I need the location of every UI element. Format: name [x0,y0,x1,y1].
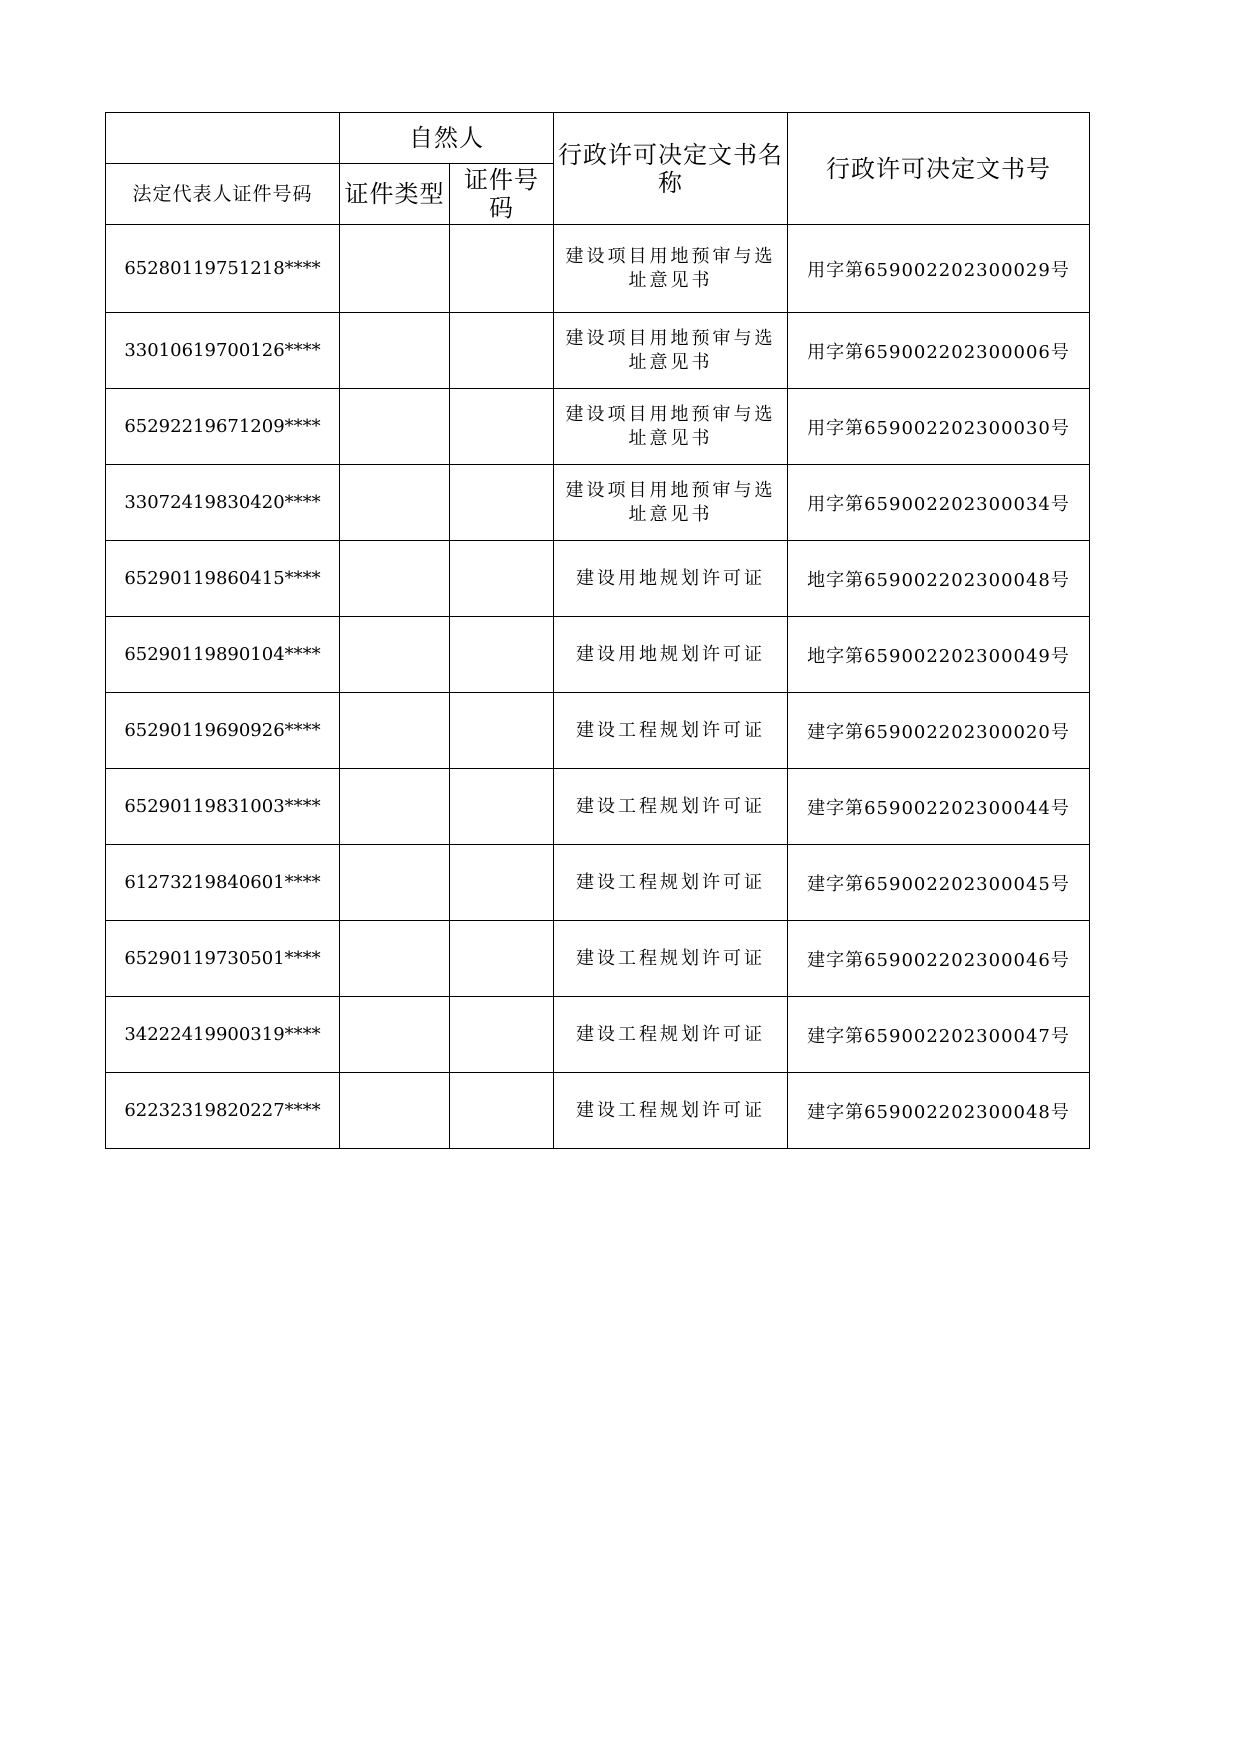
id-type-cell [340,225,450,313]
id-number-cell [450,921,554,997]
table-row [106,225,1090,313]
id-number-cell [450,465,554,541]
doc-name-cell: 建设工程规划许可证 [554,921,788,997]
id-type-cell [340,845,450,921]
doc-number-cell: 建字第659002202300047号 [788,997,1090,1073]
header-legal-rep-id: 法定代表人证件号码 [106,164,340,225]
doc-name-cell: 建设工程规划许可证 [554,997,788,1073]
table-row [106,465,1090,541]
doc-name-cell: 建设项目用地预审与选址意见书 [554,225,788,313]
table-row [106,1073,1090,1149]
id-number-cell [450,389,554,465]
doc-name-cell: 建设工程规划许可证 [554,1073,788,1149]
header-blank-cell [106,113,340,164]
doc-number-cell: 建字第659002202300048号 [788,1073,1090,1149]
id-type-cell [340,921,450,997]
doc-number-cell: 用字第659002202300030号 [788,389,1090,465]
id-number-cell [450,845,554,921]
doc-number-cell: 建字第659002202300046号 [788,921,1090,997]
doc-number-cell: 建字第659002202300044号 [788,769,1090,845]
id-type-cell [340,465,450,541]
id-number-cell [450,693,554,769]
legal-rep-id-cell: 65290119860415**** [106,541,340,617]
doc-number-cell: 地字第659002202300048号 [788,541,1090,617]
table-row [106,617,1090,693]
doc-number-cell: 用字第659002202300006号 [788,313,1090,389]
legal-rep-id-cell: 62232319820227**** [106,1073,340,1149]
table-row [106,997,1090,1073]
table-row [106,693,1090,769]
id-number-cell [450,313,554,389]
doc-name-cell: 建设项目用地预审与选址意见书 [554,465,788,541]
id-type-cell [340,389,450,465]
doc-name-cell: 建设项目用地预审与选址意见书 [554,313,788,389]
id-type-cell [340,769,450,845]
id-number-cell [450,225,554,313]
id-number-cell [450,1073,554,1149]
header-row-1 [106,113,1090,164]
id-number-cell [450,541,554,617]
doc-name-cell: 建设项目用地预审与选址意见书 [554,389,788,465]
id-type-cell [340,313,450,389]
table-row [106,389,1090,465]
table-row [106,769,1090,845]
legal-rep-id-cell: 65290119831003**** [106,769,340,845]
id-type-cell [340,541,450,617]
doc-name-cell: 建设用地规划许可证 [554,541,788,617]
doc-name-cell: 建设工程规划许可证 [554,845,788,921]
doc-number-cell: 用字第659002202300034号 [788,465,1090,541]
legal-rep-id-cell: 65290119690926**** [106,693,340,769]
header-doc-name: 行政许可决定文书名称 [554,113,788,225]
id-number-cell [450,769,554,845]
doc-number-cell: 用字第659002202300029号 [788,225,1090,313]
legal-rep-id-cell: 61273219840601**** [106,845,340,921]
permit-table [105,112,1090,1149]
table-row [106,845,1090,921]
legal-rep-id-cell: 65290119890104**** [106,617,340,693]
header-doc-number: 行政许可决定文书号 [788,113,1090,225]
legal-rep-id-cell: 65290119730501**** [106,921,340,997]
header-natural-person: 自然人 [340,113,554,164]
doc-name-cell: 建设工程规划许可证 [554,693,788,769]
doc-name-cell: 建设用地规划许可证 [554,617,788,693]
legal-rep-id-cell: 34222419900319**** [106,997,340,1073]
legal-rep-id-cell: 65280119751218**** [106,225,340,313]
doc-number-cell: 建字第659002202300045号 [788,845,1090,921]
doc-number-cell: 建字第659002202300020号 [788,693,1090,769]
id-type-cell [340,617,450,693]
legal-rep-id-cell: 33072419830420**** [106,465,340,541]
id-number-cell [450,997,554,1073]
doc-number-cell: 地字第659002202300049号 [788,617,1090,693]
doc-name-cell: 建设工程规划许可证 [554,769,788,845]
legal-rep-id-cell: 33010619700126**** [106,313,340,389]
id-number-cell [450,617,554,693]
header-id-type: 证件类型 [340,164,450,225]
id-type-cell [340,1073,450,1149]
table-row [106,541,1090,617]
header-id-number: 证件号码 [450,164,554,225]
id-type-cell [340,693,450,769]
table-row [106,313,1090,389]
table-row [106,921,1090,997]
id-type-cell [340,997,450,1073]
legal-rep-id-cell: 65292219671209**** [106,389,340,465]
